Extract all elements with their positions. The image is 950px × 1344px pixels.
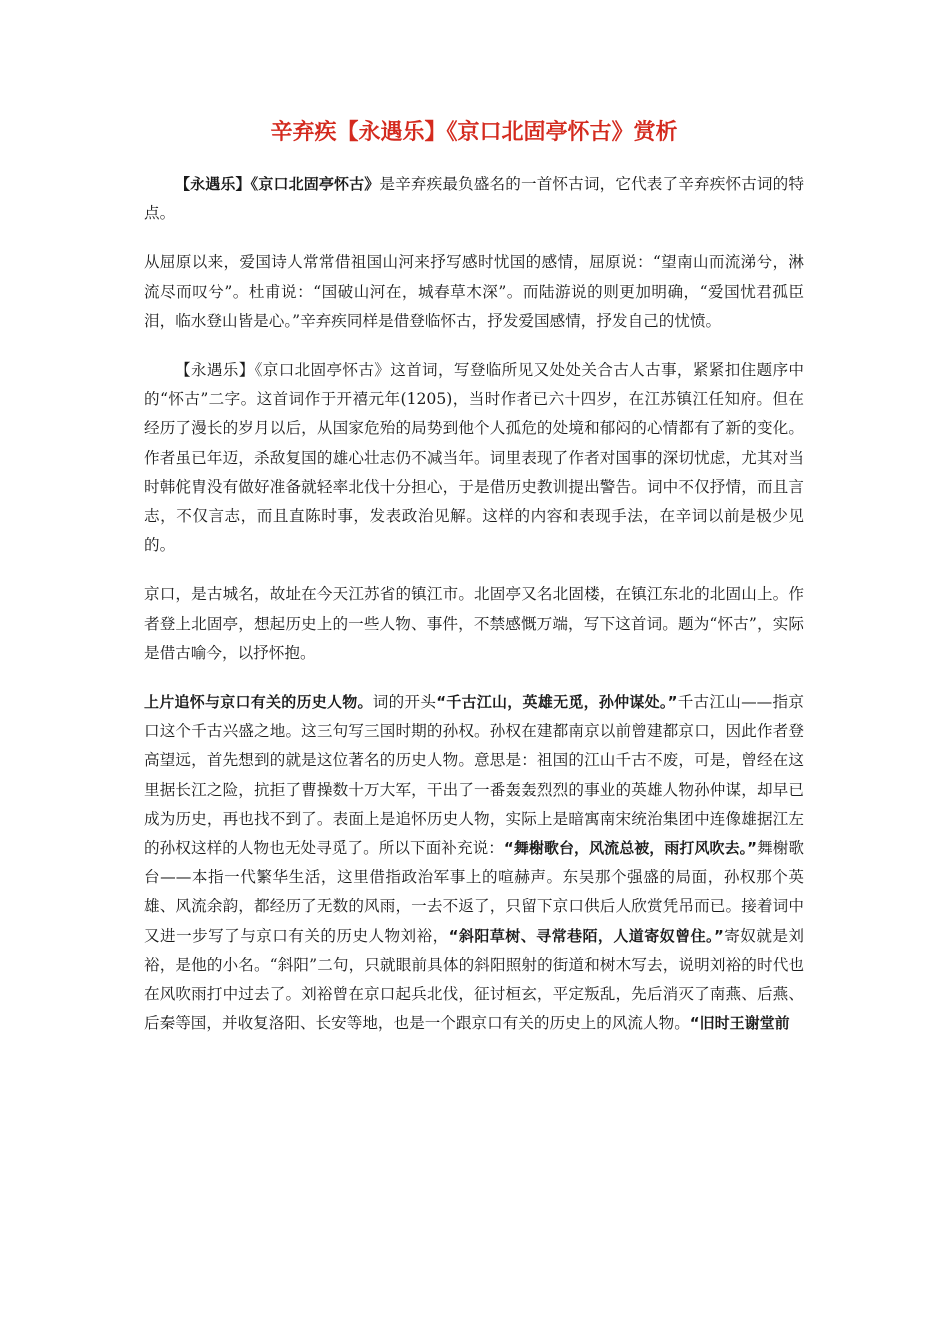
quote-2: “舞榭歌台，风流总被，雨打风吹去。” — [503, 839, 758, 858]
patriotism-paragraph: 从屈原以来，爱国诗人常常借祖国山河来抒写感时忧国的感情，屈原说：“望南山而流涕兮，淋流尽而叹兮”。杜甫说：“国破山河在，城春草木深”。而陆游说的则更加明确，“爱国忧君孤臣泪，临水登山皆是心。”辛弃疾同样是借登临怀古，抒发爱国感情，抒发自己的忧愤。 — [144, 253, 804, 330]
analysis-paragraph — [144, 688, 804, 1038]
analysis-heading: 上片追怀与京口有关的历史人物。 — [144, 693, 373, 712]
quote-3: “斜阳草树、寻常巷陌，人道寄奴曾住。” — [448, 926, 724, 945]
analysis-text-3: 舞榭歌台——本指一代繁华生活，这里借指政治军事上的喧赫声。东吴那个强盛的局面，孙权那个英雄、风流余韵，都经历了无数的风雨，一去不返了，只留下京口供后人欣赏凭吊而已。接着词中又进一步写了与京口有关的历史人物刘裕， — [144, 839, 804, 945]
document-page — [144, 118, 804, 1038]
quote-1: “千古江山，英雄无觅，孙仲谋处。” — [436, 693, 678, 712]
page-title: 辛弃疾【永遇乐】《京口北固亭怀古》赏析 — [270, 120, 678, 145]
intro-paragraph — [144, 170, 804, 228]
quote-4: “旧时王谢堂前 — [689, 1014, 790, 1033]
intro-text: 是辛弃疾最负盛名的一首怀古词，它代表了辛弃疾怀古词的特点。 — [144, 175, 804, 223]
analysis-text-2: 千古江山——指京口这个千古兴盛之地。这三句写三国时期的孙权。孙权在建都南京以前曾建都京口，因此作者登高望远，首先想到的就是这位著名的历史人物。意思是：祖国的江山千古不废，可是，曾经在这里据长江之险，抗拒了曹操数十万大军，干出了一番轰轰烈烈的事业的英雄人物孙仲谋，却早已成为历史，再也找不到了。表面上是追怀历史人物，实际上是暗寓南宋统治集团中连像雄据江左的孙权这样的人物也无处寻觅了。所以下面补充说： — [144, 693, 804, 858]
poem-background-paragraph: 【永遇乐】《京口北固亭怀古》这首词，写登临所见又处处关合古人古事，紧紧扣住题序中的“怀古”二字。这首词作于开禧元年(1205)，当时作者已六十四岁，在江苏镇江任知府。但在经历了漫长的岁月以后，从国家危殆的局势到他个人孤危的处境和郁闷的心情都有了新的变化。作者虽已年迈，杀敌复国的雄心壮志仍不减当年。词里表现了作者对国事的深切忧虑，尤其对当时韩侂胄没有做好准备就轻率北伐十分担心，于是借历史教训提出警告。词中不仅抒情，而且言志，不仅言志，而且直陈时事，发表政治见解。这样的内容和表现手法，在辛词以前是极少见的。 — [144, 361, 804, 555]
analysis-text-1: 词的开头 — [372, 693, 437, 712]
analysis-text-4: 寄奴就是刘裕，是他的小名。“斜阳”二句，只就眼前具体的斜阳照射的街道和树木写去，说明刘裕的时代也在风吹雨打中过去了。刘裕曾在京口起兵北伐，征讨桓玄，平定叛乱，先后消灭了南燕、后燕、后秦等国，并收复洛阳、长安等地，也是一个跟京口有关的历史上的风流人物。 — [144, 926, 804, 1033]
intro-lead: 【永遇乐】《京口北固亭怀古》 — [175, 175, 380, 193]
jingkou-paragraph: 京口，是古城名，故址在今天江苏省的镇江市。北固亭又名北固楼，在镇江东北的北固山上。作者登上北固亭，想起历史上的一些人物、事件，不禁感慨万端，写下这首词。题为“怀古”，实际是借古喻今，以抒怀抱。 — [144, 585, 804, 662]
